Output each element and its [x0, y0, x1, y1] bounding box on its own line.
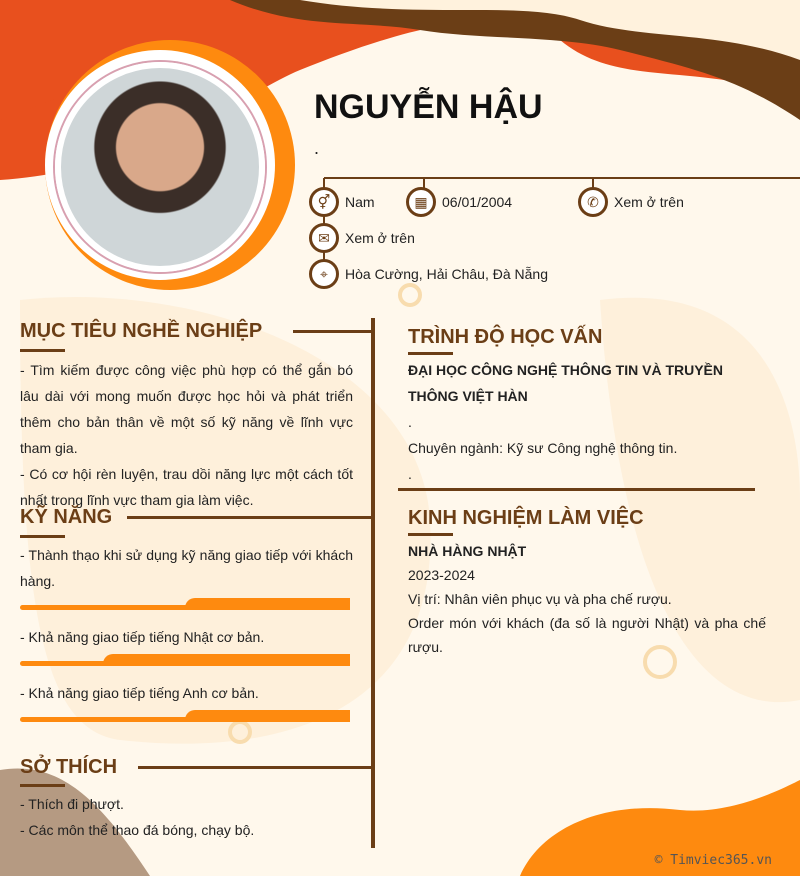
- school-name: ĐẠI HỌC CÔNG NGHỆ THÔNG TIN VÀ TRUYỀN THÔNG VIỆT HÀN: [408, 362, 724, 404]
- info-birthday: [406, 187, 512, 217]
- hobby-line: - Các môn thể thao đá bóng, chạy bộ.: [20, 822, 255, 838]
- divider: [408, 533, 453, 536]
- skill-text: - Thành thạo khi sử dụng kỹ năng giao tiếp với khách hàng.: [20, 547, 353, 589]
- divider: [138, 766, 373, 769]
- skill-bar: [20, 598, 350, 610]
- divider: [324, 177, 800, 179]
- info-email: [309, 223, 415, 253]
- hobby-line: - Thích đi phượt.: [20, 796, 124, 812]
- email-value: Xem ở trên: [345, 230, 415, 246]
- divider: [20, 349, 65, 352]
- education-text: [408, 357, 766, 487]
- avatar: [55, 62, 265, 272]
- divider: [293, 330, 373, 333]
- phone-icon: ✆: [578, 187, 608, 217]
- divider: [127, 516, 373, 519]
- mail-icon: ✉: [309, 223, 339, 253]
- phone-value: Xem ở trên: [614, 194, 684, 210]
- location-icon: ⌖: [309, 259, 339, 289]
- objective-line: - Có cơ hội rèn luyện, trau dồi năng lực một cách tốt nhất trong lĩnh vực tham gia làm việc.: [20, 466, 353, 508]
- objective-title: MỤC TIÊU NGHỀ NGHIỆP: [20, 320, 263, 342]
- address-value: Hòa Cường, Hải Châu, Đà Nẵng: [345, 266, 548, 282]
- skill-bar: [20, 654, 350, 666]
- divider: [398, 488, 755, 491]
- education-line: .: [408, 466, 412, 482]
- footer-watermark: © Timviec365.vn: [654, 853, 772, 868]
- objective-line: - Tìm kiếm được công việc phù hợp có thể gắn bó lâu dài với mong muốn được học hỏi và phát triển thêm cho bản thân về một số kỹ năng về lĩnh vực tham gia.: [20, 362, 353, 456]
- skill-bar: [20, 710, 350, 722]
- period: 2023-2024: [408, 567, 475, 583]
- job-description: Order món với khách (đa số là người Nhật) và pha chế rượu.: [408, 615, 766, 655]
- company-name: NHÀ HÀNG NHẬT: [408, 543, 527, 559]
- skill-text: - Khả năng giao tiếp tiếng Nhật cơ bản.: [20, 629, 265, 645]
- info-address: [309, 259, 548, 289]
- divider: [408, 352, 453, 355]
- education-line: .: [408, 414, 412, 430]
- gender-value: Nam: [345, 194, 375, 210]
- experience-title: KINH NGHIỆM LÀM VIỆC: [408, 507, 644, 529]
- education-title: TRÌNH ĐỘ HỌC VẤN: [408, 326, 603, 348]
- hobbies-title: SỞ THÍCH: [20, 756, 118, 778]
- birthday-value: 06/01/2004: [442, 194, 513, 210]
- subtitle: .: [314, 138, 320, 158]
- candidate-name: NGUYỄN HẬU: [314, 88, 543, 126]
- experience-text: [408, 539, 766, 659]
- skill-text: - Khả năng giao tiếp tiếng Anh cơ bản.: [20, 685, 259, 701]
- major: Chuyên ngành: Kỹ sư Công nghệ thông tin.: [408, 440, 678, 456]
- info-gender: [309, 187, 375, 217]
- position: Vị trí: Nhân viên phục vụ và pha chế rượu.: [408, 591, 672, 607]
- hobbies-text: [20, 791, 353, 843]
- divider: [20, 535, 65, 538]
- gender-icon: ⚥: [309, 187, 339, 217]
- calendar-icon: ▦: [406, 187, 436, 217]
- skills-title: KỸ NĂNG: [20, 506, 113, 528]
- objective-text: [20, 357, 353, 513]
- info-phone: [578, 187, 684, 217]
- divider: [20, 784, 65, 787]
